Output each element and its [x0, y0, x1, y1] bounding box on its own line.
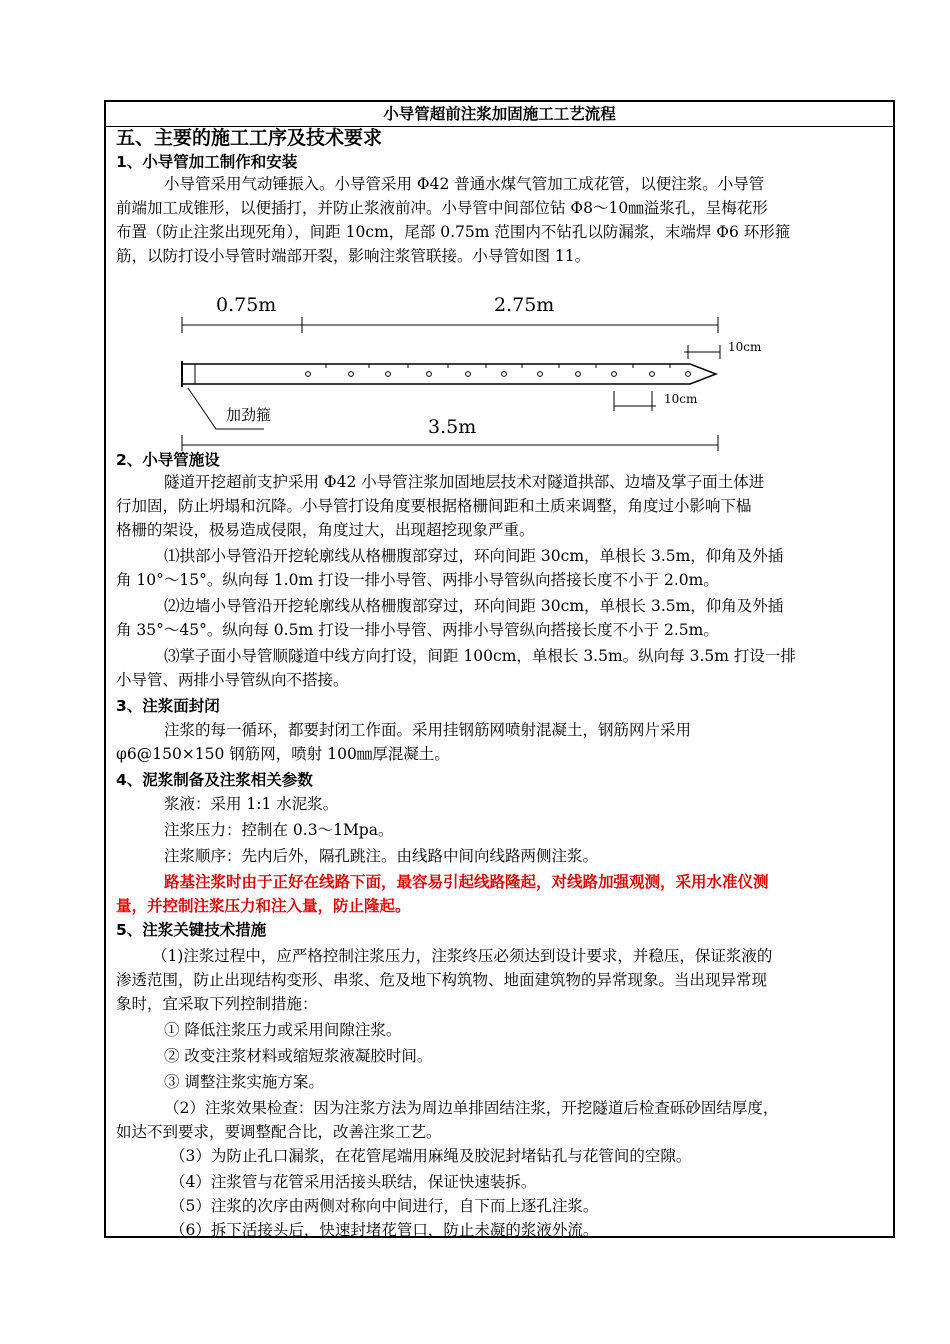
- s2-line: 角 10°～15°。纵向每 1.0m 打设一排小导管、两排小导管纵向搭接长度不小于 2.0m。: [116, 571, 719, 589]
- document-frame: [104, 100, 895, 1238]
- warning-line: 路基注浆时由于正好在线路下面，最容易引起线路隆起，对线路加强观测，采用水准仪测: [164, 872, 769, 891]
- small-pipe-diagram: [176, 287, 762, 457]
- s4-heading: 4、泥浆制备及注浆相关参数: [116, 771, 313, 789]
- s3-heading: 3、注浆面封闭: [116, 697, 220, 715]
- grout-hole: [576, 372, 581, 377]
- warning-line: 量，并控制注浆压力和注入量，防止隆起。: [116, 896, 411, 915]
- grout-hole: [427, 372, 432, 377]
- s5-line: （2）注浆效果检查：因为注浆方法为周边单排固结注浆，开挖隧道后检查砾砂固结厚度，: [164, 1099, 779, 1117]
- grout-hole: [306, 372, 311, 377]
- s5-line: （6）拆下活接头后，快速封堵花管口，防止未凝的浆液外流。: [170, 1221, 599, 1239]
- s5-line: 象时，宜采取下列控制措施：: [116, 995, 318, 1013]
- dim-total-label: 3.5m: [428, 416, 477, 438]
- s5-line: ③ 调整注浆实施方案。: [164, 1073, 324, 1091]
- s2-line: 格栅的架设，极易造成侵限，角度过大，出现超挖现象严重。: [116, 521, 535, 539]
- s2-heading: 2、小导管施设: [116, 451, 220, 469]
- section-heading: 五、主要的施工工序及技术要求: [116, 127, 383, 149]
- s2-line: ⑴拱部小导管沿开挖轮廓线从格栅腹部穿过，环向间距 30cm，单根长 3.5m，仰角及外插: [164, 547, 784, 565]
- spacing-top-label: 10cm: [728, 340, 762, 354]
- s5-line: 如达不到要求，要调整配合比，改善注浆工艺。: [116, 1123, 442, 1141]
- grout-hole: [538, 372, 543, 377]
- s5-line: （1)注浆过程中，应严格控制注浆压力，注浆终压必须达到设计要求，并稳压，保证浆液的: [152, 947, 773, 965]
- s5-line: ① 降低注浆压力或采用间隙注浆。: [164, 1021, 402, 1039]
- grout-hole: [386, 372, 391, 377]
- s2-line: 隧道开挖超前支护采用 Φ42 小导管注浆加固地层技术对隧道拱部、边墙及掌子面土体进: [164, 473, 765, 491]
- s2-line: 角 35°～45°。纵向每 0.5m 打设一排小导管、两排小导管纵向搭接长度不小于 2.5m。: [116, 621, 719, 639]
- grout-hole: [349, 372, 354, 377]
- page-title: 小导管超前注浆加固施工工艺流程: [383, 105, 616, 123]
- s1-line: 布置（防止注浆出现死角），间距 10cm，尾部 0.75m 范围内不钻孔以防漏浆，末端焊 Φ6 环形箍: [116, 223, 791, 241]
- s4-line: 注浆压力：控制在 0.3～1Mpa。: [164, 821, 394, 839]
- grout-hole: [466, 372, 471, 377]
- s1-line: 筋，以防打设小导管时端部开裂，影响注浆管联接。小导管如图 11。: [116, 247, 591, 265]
- s1-line: 小导管采用气动锤振入。小导管采用 Φ42 普通水煤气管加工成花管，以便注浆。小导管: [164, 175, 765, 193]
- s5-line: （5）注浆的次序由两侧对称向中间进行，自下而上逐孔注浆。: [170, 1197, 599, 1215]
- s1-line: 前端加工成锥形，以便插打，并防止浆液前冲。小导管中间部位钻 Φ8～10㎜溢浆孔，呈梅花形: [116, 199, 768, 217]
- s2-line: 行加固，防止坍塌和沉降。小导管打设角度要根据格栅间距和土质来调整，角度过小影响下榀: [116, 497, 752, 515]
- grout-hole: [502, 372, 507, 377]
- s4-line: 浆液：采用 1:1 水泥浆。: [164, 795, 339, 813]
- grout-holes: [306, 364, 691, 376]
- s2-line: ⑵边墙小导管沿开挖轮廓线从格栅腹部穿过，环向间距 30cm，单根长 3.5m，仰角及外插: [164, 597, 784, 615]
- s5-line: ② 改变注浆材料或缩短浆液凝胶时间。: [164, 1047, 433, 1065]
- s2-line: 小导管、两排小导管纵向不搭接。: [116, 671, 349, 689]
- s5-heading: 5、注浆关键技术措施: [116, 921, 267, 939]
- s4-line: 注浆顺序：先内后外，隔孔跳注。由线路中间向线路两侧注浆。: [164, 847, 599, 865]
- grout-hole: [612, 372, 617, 377]
- grout-hole: [650, 372, 655, 377]
- pipe-outline: [182, 364, 716, 384]
- s3-line: 注浆的每一循环，都要封闭工作面。采用挂钢筋网喷射混凝土，钢筋网片采用: [164, 721, 692, 739]
- s1-heading: 1、小导管加工制作和安装: [116, 153, 298, 171]
- spacing-bottom-label: 10cm: [664, 392, 698, 406]
- dim-mid-label: 2.75m: [494, 294, 555, 316]
- s3-line: φ6@150×150 钢筋网，喷射 100㎜厚混凝土。: [116, 745, 450, 763]
- dim-left-label: 0.75m: [216, 294, 277, 316]
- ring-label: 加劲箍: [226, 406, 272, 424]
- grout-hole: [686, 372, 691, 377]
- s5-line: （3）为防止孔口漏浆，在花管尾端用麻绳及胶泥封堵钻孔与花管间的空隙。: [170, 1147, 692, 1165]
- s5-line: （4）注浆管与花管采用活接头联结，保证快速装拆。: [170, 1173, 537, 1191]
- s2-line: ⑶掌子面小导管顺隧道中线方向打设，间距 100cm，单根长 3.5m。纵向每 3.5m 打设一排: [164, 647, 796, 665]
- s5-line: 渗透范围，防止出现结构变形、串浆、危及地下构筑物、地面建筑物的异常现象。当出现异常现: [116, 971, 768, 989]
